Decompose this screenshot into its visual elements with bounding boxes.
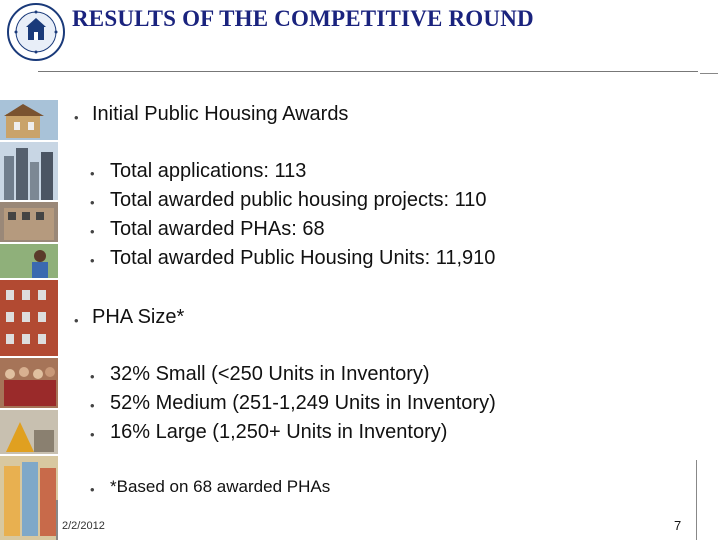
bullet-marker: •: [90, 398, 95, 413]
list-item-awarded-projects: Total awarded public housing projects: 110: [110, 189, 487, 211]
hud-seal-icon: [6, 2, 66, 62]
title-divider-tail: [700, 73, 718, 74]
bullet-marker: •: [90, 482, 95, 497]
slide-title: RESULTS OF THE COMPETITIVE ROUND: [72, 6, 534, 31]
list-item-small: 32% Small (<250 Units in Inventory): [110, 363, 430, 385]
housing-photo-strip: [0, 100, 58, 540]
section-heading-awards: Initial Public Housing Awards: [92, 103, 349, 125]
list-item-awarded-units: Total awarded Public Housing Units: 11,910: [110, 247, 496, 269]
bullet-marker: •: [90, 427, 95, 442]
list-item-medium: 52% Medium (251-1,249 Units in Inventory): [110, 392, 496, 414]
footer-left-line: [56, 500, 58, 540]
section-heading-pha-size: PHA Size*: [92, 306, 185, 328]
title-divider: [38, 71, 698, 72]
list-item-total-applications: Total applications: 113: [110, 160, 307, 182]
bullet-marker: •: [90, 195, 95, 210]
bullet-marker: •: [90, 166, 95, 181]
bullet-marker: •: [74, 313, 79, 328]
housing-photos-image: [0, 100, 58, 540]
footnote-based-on: *Based on 68 awarded PHAs: [110, 477, 331, 496]
footer-date: 2/2/2012: [62, 520, 105, 532]
footer-right-line: [696, 460, 697, 540]
list-item-large: 16% Large (1,250+ Units in Inventory): [110, 421, 448, 443]
list-item-awarded-phas: Total awarded PHAs: 68: [110, 218, 325, 240]
bullet-marker: •: [90, 224, 95, 239]
bullet-marker: •: [74, 110, 79, 125]
hud-seal-logo: [6, 2, 66, 62]
bullet-marker: •: [90, 369, 95, 384]
page-number: 7: [674, 518, 682, 533]
bullet-marker: •: [90, 253, 95, 268]
